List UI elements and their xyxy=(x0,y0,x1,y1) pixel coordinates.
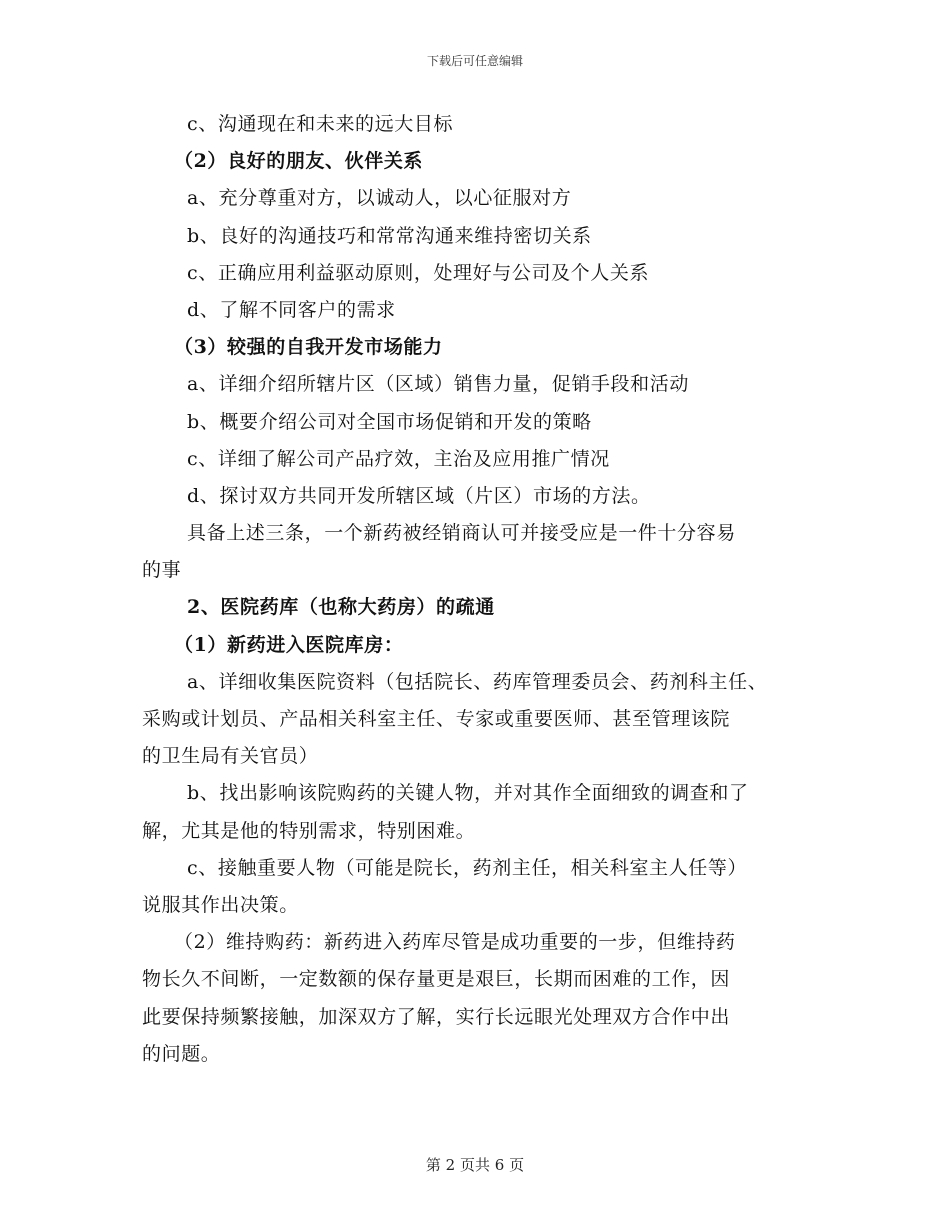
paragraph-line: a、充分尊重对方，以诚动人，以心征服对方 xyxy=(187,187,572,210)
document-body xyxy=(142,106,832,1073)
paragraph-line: c、接触重要人物（可能是院长，药剂主任，相关科室主人任等） xyxy=(187,856,748,879)
paragraph-line: d、了解不同客户的需求 xyxy=(187,298,396,321)
paragraph-line: 采购或计划员、产品相关科室主任、专家或重要医师、甚至管理该院 xyxy=(142,708,731,730)
paragraph-line: （2）维持购药：新药进入药库尽管是成功重要的一步，但维持药 xyxy=(174,931,736,954)
paragraph-line: d、探讨双方共同开发所辖区域（片区）市场的方法。 xyxy=(187,484,651,507)
paragraph-line: 此要保持频繁接触，加深双方了解，实行长远眼光处理双方合作中出 xyxy=(142,1005,731,1028)
paragraph-line: 的卫生局有关官员） xyxy=(142,745,319,768)
section-heading: （3）较强的自我开发市场能力 xyxy=(174,336,443,359)
paragraph-line: 的问题。 xyxy=(142,1042,221,1065)
paragraph-line: b、找出影响该院购药的关键人物，并对其作全面细致的调查和了 xyxy=(187,782,749,805)
paragraph-line: c、正确应用利益驱动原则，处理好与公司及个人关系 xyxy=(187,261,650,284)
paragraph-line: c、沟通现在和未来的远大目标 xyxy=(187,113,454,135)
paragraph-line: 具备上述三条，一个新药被经销商认可并接受应是一件十分容易 xyxy=(187,522,736,545)
section-heading: （2）良好的朋友、伙伴关系 xyxy=(174,150,424,173)
paragraph-line: 说服其作出决策。 xyxy=(142,893,299,916)
paragraph-line: b、概要介绍公司对全国市场促销和开发的策略 xyxy=(187,410,592,433)
page-header: 下载后可任意编辑 xyxy=(426,54,523,68)
paragraph-line: c、详细了解公司产品疗效，主治及应用推广情况 xyxy=(187,447,610,470)
section-heading: （1）新药进入医院库房： xyxy=(174,633,404,656)
paragraph-line: a、详细收集医院资料（包括院长、药库管理委员会、药剂科主任、 xyxy=(187,670,768,693)
page-footer: 第 2 页共 6 页 xyxy=(425,1156,525,1174)
section-heading: 2、医院药库（也称大药房）的疏通 xyxy=(187,596,495,619)
paragraph-line: 解，尤其是他的特别需求，特别困难。 xyxy=(142,819,476,842)
paragraph-line: 的事 xyxy=(142,559,182,582)
paragraph-line: a、详细介绍所辖片区（区域）销售力量，促销手段和活动 xyxy=(187,373,689,396)
paragraph-line: b、良好的沟通技巧和常常沟通来维持密切关系 xyxy=(187,224,592,247)
paragraph-line: 物长久不间断，一定数额的保存量更是艰巨，长期而困难的工作，因 xyxy=(142,968,731,991)
